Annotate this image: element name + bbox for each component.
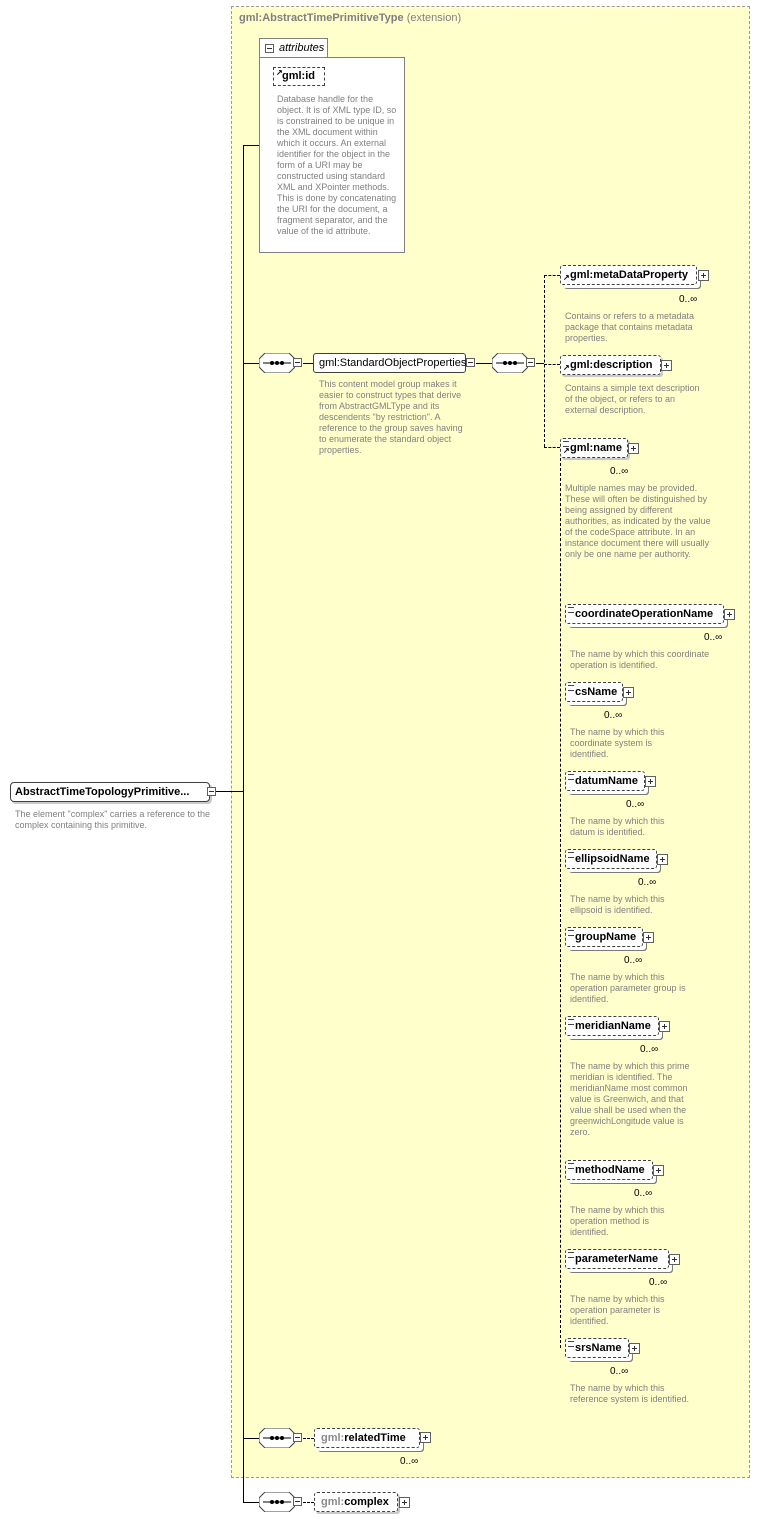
type-lines-icon xyxy=(568,774,574,780)
multiplicity: 0..∞ xyxy=(640,1044,659,1055)
sequence-compositor-icon xyxy=(492,353,528,373)
element-label: datumName xyxy=(575,775,638,787)
connector-line xyxy=(243,1502,259,1503)
connector-dashed xyxy=(544,364,560,365)
group-description: This content model group makes it easier to construct types that derive from AbstractGMLType and its descendents "by restriction". A reference to the group saves having to enumerate the standard object properties. xyxy=(319,379,463,455)
element-description: The name by which this coordinate operation is identified. xyxy=(570,649,710,670)
reference-arrow-icon: ↗ xyxy=(563,363,570,372)
element-label: coordinateOperationName xyxy=(575,608,714,620)
multiplicity: 0..∞ xyxy=(626,799,645,810)
connector-line xyxy=(303,363,313,364)
element-label: gml:name xyxy=(570,442,622,454)
expand-icon[interactable] xyxy=(628,443,639,454)
collapse-sequence-icon[interactable] xyxy=(293,358,302,367)
element-label: gml:metaDataProperty xyxy=(570,269,688,281)
multiplicity: 0..∞ xyxy=(624,955,643,966)
element-label xyxy=(321,1496,389,1508)
element-description: Multiple names may be provided. These will often be distinguished by being assigned by different authorities, as indicated by the value of the codeSpace attribute. In an instance document there will usually only be one name per authority. xyxy=(565,483,711,559)
collapse-sequence-icon[interactable] xyxy=(293,1433,302,1442)
element-description: The name by which this reference system is identified. xyxy=(570,1383,690,1404)
collapse-sequence-icon[interactable] xyxy=(526,358,535,367)
root-element-description: The element "complex" carries a reference to the complex containing this primitive. xyxy=(15,809,210,830)
multiplicity: 0..∞ xyxy=(638,877,657,888)
connector-line xyxy=(536,363,544,364)
element-srs-name[interactable] xyxy=(565,1338,629,1358)
expand-icon[interactable] xyxy=(653,1165,664,1176)
type-lines-icon xyxy=(568,1252,574,1258)
attribute-gml-id-label: gml:id xyxy=(282,70,315,82)
expand-icon[interactable] xyxy=(659,1021,670,1032)
expand-icon[interactable] xyxy=(643,932,654,943)
multiplicity: 0..∞ xyxy=(610,466,629,477)
multiplicity: 0..∞ xyxy=(604,710,623,721)
element-label: ellipsoidName xyxy=(575,853,650,865)
element-label: parameterName xyxy=(575,1253,659,1265)
element-description: The name by which this ellipsoid is identified. xyxy=(570,894,665,915)
element-label: methodName xyxy=(575,1164,645,1176)
reference-arrow-icon: ↗ xyxy=(276,68,283,77)
element-group-name[interactable] xyxy=(565,927,643,947)
element-label: groupName xyxy=(575,931,637,943)
element-meta-data-property[interactable] xyxy=(560,265,697,285)
connector-dashed xyxy=(544,275,560,276)
reference-arrow-icon: ↗ xyxy=(563,273,570,282)
element-local-name: complex xyxy=(344,1496,389,1508)
expand-icon[interactable] xyxy=(399,1497,410,1508)
element-description: The name by which this operation method is identified. xyxy=(570,1205,665,1237)
sequence-compositor-icon xyxy=(259,1492,295,1512)
connector-dashed xyxy=(544,275,545,447)
connector-dashed xyxy=(303,1502,314,1503)
element-parameter-name[interactable] xyxy=(565,1249,669,1269)
attributes-tab[interactable] xyxy=(259,38,328,58)
type-lines-icon xyxy=(568,1341,574,1347)
element-description: The name by which this datum is identified. xyxy=(570,816,665,837)
connector-dashed xyxy=(303,1438,314,1439)
substitution-group-connector xyxy=(560,458,561,1348)
group-standard-object-properties[interactable] xyxy=(313,353,466,373)
expand-icon[interactable] xyxy=(420,1432,431,1443)
connector-trunk xyxy=(243,145,244,1503)
element-method-name[interactable] xyxy=(565,1160,653,1180)
element-label: gml:description xyxy=(570,359,653,371)
expand-icon[interactable] xyxy=(669,1254,680,1265)
expand-icon[interactable] xyxy=(629,1343,640,1354)
attribute-gml-id[interactable] xyxy=(273,67,325,86)
collapse-sequence-icon[interactable] xyxy=(293,1497,302,1506)
element-complex[interactable] xyxy=(314,1492,398,1512)
element-ellipsoid-name[interactable] xyxy=(565,849,657,869)
expand-icon[interactable] xyxy=(657,854,668,865)
element-coordinate-operation-name[interactable] xyxy=(565,604,724,624)
extension-type-name: gml:AbstractTimePrimitiveType xyxy=(239,12,404,24)
element-name[interactable] xyxy=(560,438,628,458)
element-description: Contains or refers to a metadata package that contains metadata properties. xyxy=(565,311,695,343)
element-label: csName xyxy=(575,686,618,698)
sequence-compositor-icon xyxy=(259,353,295,373)
expand-icon[interactable] xyxy=(698,270,709,281)
element-meridian-name[interactable] xyxy=(565,1016,659,1036)
multiplicity: 0..∞ xyxy=(679,294,698,305)
connector-dashed xyxy=(544,447,560,448)
element-local-name: relatedTime xyxy=(344,1432,406,1444)
element-label: meridianName xyxy=(575,1020,651,1032)
element-description-node[interactable] xyxy=(560,355,661,375)
element-cs-name[interactable] xyxy=(565,682,623,702)
element-datum-name[interactable] xyxy=(565,771,645,791)
type-lines-icon xyxy=(568,1019,574,1025)
element-prefix: gml: xyxy=(321,1496,345,1508)
collapse-root-icon[interactable] xyxy=(207,787,216,796)
multiplicity: 0..∞ xyxy=(634,1188,653,1199)
root-element[interactable] xyxy=(10,782,210,802)
element-description: The name by which this coordinate system is identified. xyxy=(570,727,665,759)
type-lines-icon xyxy=(568,930,574,936)
connector-line xyxy=(243,145,259,146)
multiplicity: 0..∞ xyxy=(400,1456,419,1467)
element-label: srsName xyxy=(575,1342,622,1354)
expand-icon[interactable] xyxy=(623,687,634,698)
extension-title xyxy=(239,12,461,24)
expand-icon[interactable] xyxy=(645,776,656,787)
element-description: The name by which this operation parameter group is identified. xyxy=(570,972,686,1004)
element-description: The name by which this prime meridian is identified. The meridianName most common value is Greenwich, and that value shall be used when the greenwichLongitude value is zero. xyxy=(570,1061,690,1137)
element-description: Contains a simple text description of the object, or refers to an external description. xyxy=(565,383,700,415)
multiplicity: 0..∞ xyxy=(610,1366,629,1377)
group-label: gml:StandardObjectProperties xyxy=(319,357,467,369)
expand-icon[interactable] xyxy=(724,609,735,620)
connector-line xyxy=(476,363,492,364)
type-lines-icon xyxy=(568,685,574,691)
collapse-group-icon[interactable] xyxy=(466,358,475,367)
root-element-label: AbstractTimeTopologyPrimitive... xyxy=(15,786,190,798)
reference-arrow-icon: ↗ xyxy=(563,446,570,455)
element-related-time[interactable] xyxy=(314,1428,420,1448)
type-lines-icon xyxy=(568,852,574,858)
connector-line xyxy=(243,1438,259,1439)
multiplicity: 0..∞ xyxy=(704,632,723,643)
element-description: The name by which this operation parameter is identified. xyxy=(570,1294,665,1326)
extension-label: (extension) xyxy=(406,12,462,24)
element-prefix: gml: xyxy=(321,1432,345,1444)
attribute-gml-id-description: Database handle for the object. It is of XML type ID, so is constrained to be unique in the XML document within which it occurs. An external identifier for the object in the form of a URI may be constructed using standard XML and XPointer methods. This is done by concatenating the URI for the document, a fragment separator, and the value of the id attribute. xyxy=(277,94,397,236)
multiplicity: 0..∞ xyxy=(649,1277,668,1288)
connector-line xyxy=(216,791,244,792)
collapse-attributes-icon[interactable] xyxy=(265,44,274,53)
connector-line xyxy=(243,363,259,364)
element-label xyxy=(321,1432,406,1444)
sequence-compositor-icon xyxy=(259,1428,295,1448)
type-lines-icon xyxy=(568,1163,574,1169)
attributes-label: attributes xyxy=(279,42,325,54)
type-lines-icon xyxy=(568,607,574,613)
expand-icon[interactable] xyxy=(661,360,672,371)
